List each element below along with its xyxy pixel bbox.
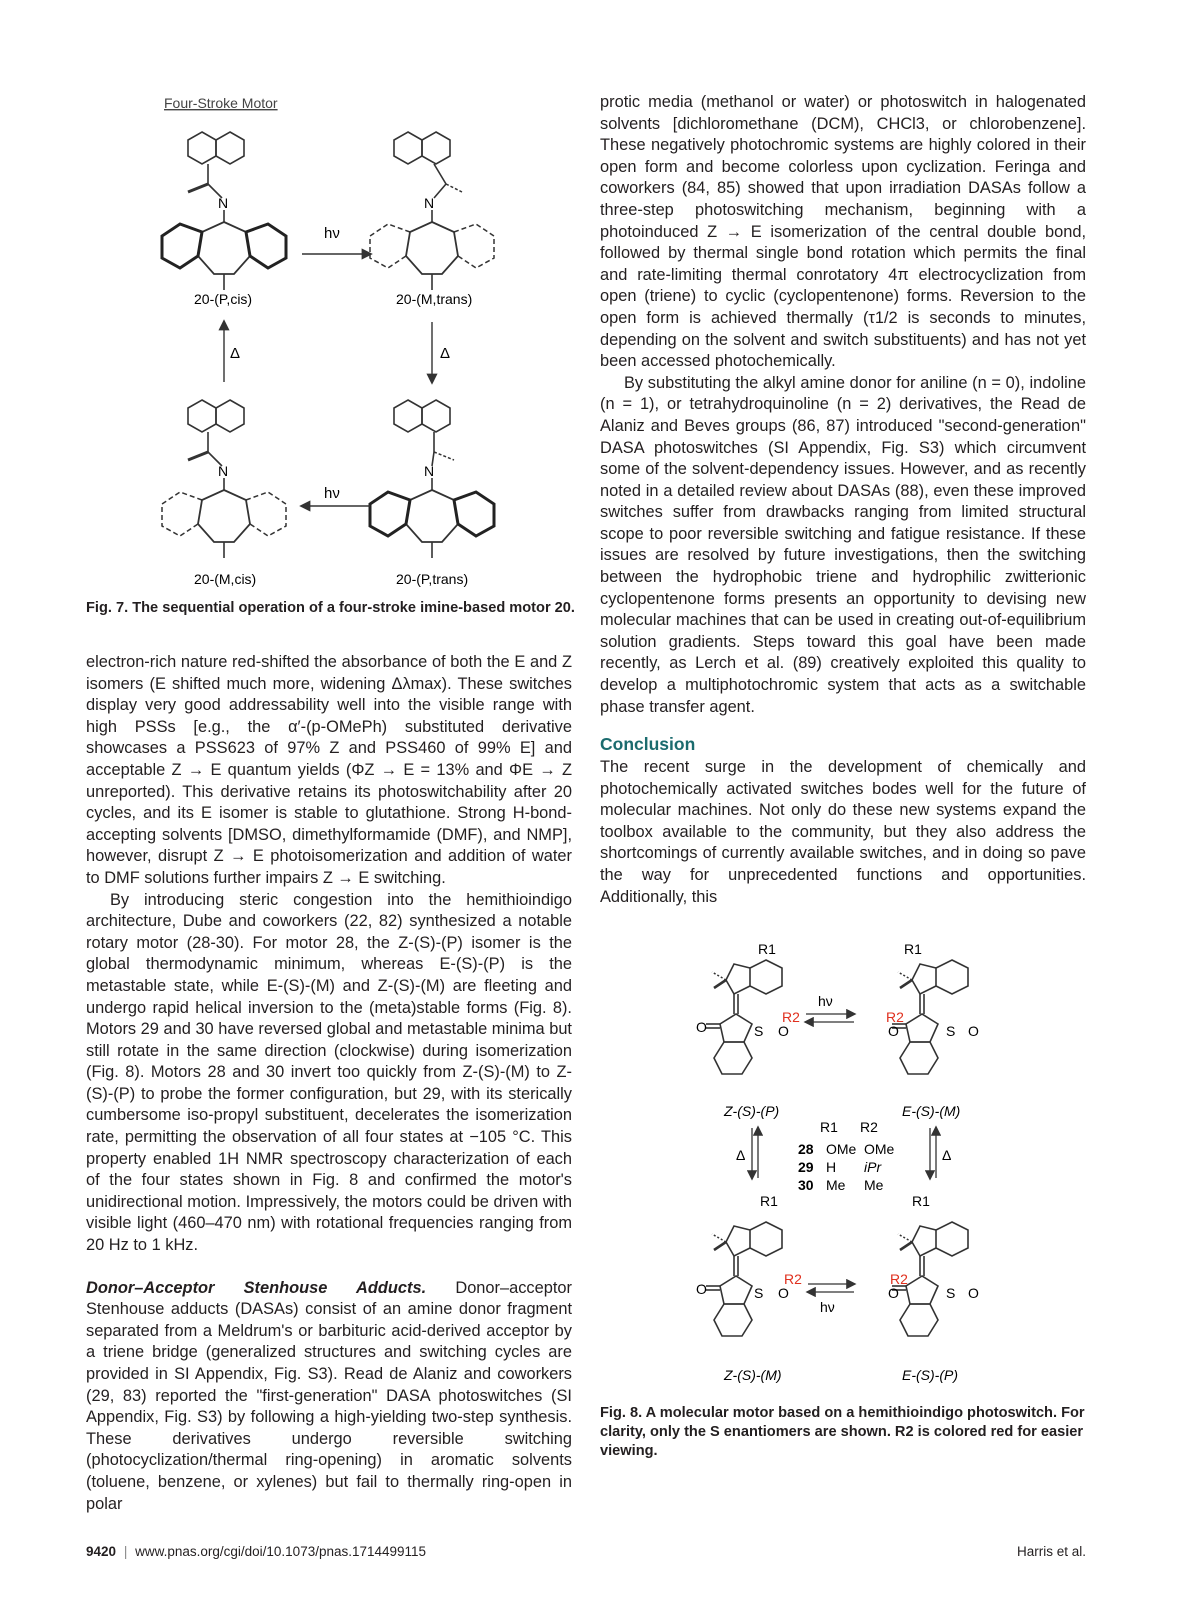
molecule-z-s-m: [696, 1193, 802, 1336]
label-20-m-cis: 20-(M,cis): [194, 571, 257, 587]
figure-7: [150, 92, 510, 602]
figure-8: [694, 928, 1004, 1393]
molecule-20-p-trans: [370, 400, 494, 558]
svg-text:H: H: [826, 1159, 837, 1175]
delta-label-right: Δ: [440, 345, 451, 362]
svg-text:R1: R1: [912, 1193, 930, 1209]
figure-7-title: Four-Stroke Motor: [164, 95, 278, 111]
delta-label-left: Δ: [736, 1147, 746, 1163]
figure-8-scheme: [694, 928, 1004, 1393]
svg-text:O: O: [696, 1281, 707, 1297]
left-paragraph-3: Donor–Acceptor Stenhouse Adducts. Donor–acceptor Stenhouse adducts (DASAs) consist of an amine donor fragment separated from a Meldrum's or barbituric acid-derived acceptor by a triene bridge (generalized structures and switching cycles are provided in SI Appendix, Fig. S3). Read de Alaniz and coworkers (29, 83) reported the "first-generation" DASA photoswitches (SI Appendix, Fig. S3) by following a high-yielding two-step synthesis. These derivatives undergo reversible switching (photocyclization/thermal ring-opening) in aromatic solvents (toluene, benzene, or xylenes) but fail to thermally ring-open in polar: [86, 1278, 572, 1513]
svg-text:R1: R1: [904, 941, 922, 957]
svg-text:OMe: OMe: [826, 1141, 857, 1157]
molecule-e-s-m: [886, 941, 979, 1074]
svg-text:S: S: [946, 1285, 956, 1301]
label-20-p-trans: 20-(P,trans): [396, 571, 469, 587]
svg-text:O: O: [968, 1285, 979, 1301]
hv-label-bottom: hν: [820, 1299, 835, 1315]
right-paragraph-1: protic media (methanol or water) or photoswitch in halogenated solvents [dichloromethane (DCM), CHCl3, or chlorobenzene]. These negatively photochromic systems are highly colored in their open form and become colorless upon cyclization. Feringa and coworkers (84, 85) showed that upon irradiation DASAs follow a three-step photoswitching mechanism, beginning with a photoinduced Z → E isomerization of the central double bond, followed by thermal single bond rotation which permits the final and rate-limiting thermal conrotatory 4π electrocyclization from open (triene) to cyclic (cyclopentenone) forms. Reversion to the open form is achieved thermally (τ1/2 is seconds to minutes, depending on the solvent and switch substituents) and has not yet been accessed photochemically.: [600, 93, 1086, 371]
svg-text:S: S: [754, 1285, 764, 1301]
label-z-s-p: Z-(S)-(P): [724, 1103, 780, 1119]
molecule-20-m-cis: [162, 400, 286, 558]
molecule-z-s-p: [696, 941, 800, 1074]
conclusion-paragraph: The recent surge in the development of chemically and photochemically activated switches bodes well for the future of molecular machines. Not only do these new systems expand the toolbox available to the community, but they also address the shortcomings of currently available switches, and in doing so pave the way for unprecedented functions and opportunities. Additionally, this: [600, 758, 1086, 906]
svg-text:O: O: [778, 1023, 789, 1039]
svg-text:N: N: [218, 195, 229, 211]
svg-text:N: N: [424, 195, 435, 211]
section-runin-dasa: Donor–Acceptor Stenhouse Adducts.: [86, 1278, 427, 1297]
svg-text:N: N: [424, 463, 435, 479]
page-number: 9420: [86, 1544, 117, 1559]
hv-label-top: hν: [818, 993, 833, 1009]
svg-text:Me: Me: [864, 1177, 884, 1193]
right-column-conclusion: [600, 757, 1086, 908]
delta-label-left: Δ: [230, 345, 241, 362]
label-z-s-m: Z-(S)-(M): [724, 1367, 782, 1383]
svg-text:O: O: [778, 1285, 789, 1301]
label-20-p-cis: 20-(P,cis): [194, 291, 253, 307]
svg-text:iPr: iPr: [864, 1159, 882, 1175]
svg-text:R2: R2: [782, 1009, 800, 1025]
conclusion-heading: Conclusion: [600, 734, 696, 754]
label-e-s-m: E-(S)-(M): [902, 1103, 961, 1119]
svg-text:R1: R1: [760, 1193, 778, 1209]
svg-text:N: N: [218, 463, 229, 479]
delta-label-right: Δ: [942, 1147, 952, 1163]
figure-8-caption: Fig. 8. A molecular motor based on a hemithioindigo photoswitch. For clarity, only the S enantiomers are shown. R2 is colored red for easier viewing.: [600, 1405, 1085, 1459]
right-paragraph-2: By substituting the alkyl amine donor for aniline (n = 0), indoline (n = 1), or tetrahydroquinoline (n = 2) derivatives, the Read de Alaniz and Beves groups (86, 87) introduced "second-generation" DASA photoswitches (SI Appendix, Fig. S3) which circumvent some of the solvent-dependency issues. However, and as recently noted in a detailed review about DASAs (88), even these improved switches suffer from drawbacks ranging from limited structural scope to poor reversible switching and fatigue resistance. If these issues are resolved by future investigations, then the switching between the hydrophobic triene and hydrophilic zwitterionic cyclopentenone forms presents an opportunity to devising new molecular machines that can be used in creating out-of-equilibrium solution gradients. Steps toward this goal have been made recently, as Lerch et al. (89) creatively exploited this quality to develop a multiphotochromic system that acts as a switchable phase transfer agent.: [600, 373, 1086, 716]
hv-label-top: hν: [324, 225, 340, 242]
label-e-s-p: E-(S)-(P): [902, 1367, 958, 1383]
footer-left: 9420 | www.pnas.org/cgi/doi/10.1073/pnas.1714499115: [86, 1544, 427, 1559]
svg-text:28: 28: [798, 1141, 814, 1157]
svg-text:S: S: [754, 1023, 764, 1039]
svg-text:R2: R2: [784, 1271, 802, 1287]
svg-text:R1: R1: [758, 941, 776, 957]
svg-text:R2: R2: [886, 1009, 904, 1025]
right-column-top: [600, 92, 1086, 718]
svg-text:S: S: [946, 1023, 956, 1039]
hv-label-bottom: hν: [324, 485, 340, 502]
doi-link[interactable]: www.pnas.org/cgi/doi/10.1073/pnas.1714499115: [135, 1544, 427, 1559]
svg-text:29: 29: [798, 1159, 814, 1175]
label-20-m-trans: 20-(M,trans): [396, 291, 473, 307]
svg-text:R2: R2: [890, 1271, 908, 1287]
molecule-e-s-p: [888, 1193, 979, 1336]
svg-text:OMe: OMe: [864, 1141, 895, 1157]
svg-text:R1: R1: [820, 1119, 838, 1135]
left-column: [86, 652, 572, 1515]
svg-text:O: O: [968, 1023, 979, 1039]
svg-text:R2: R2: [860, 1119, 878, 1135]
left-paragraph-2: By introducing steric congestion into the hemithioindigo architecture, Dube and coworkers (22, 82) synthesized a notable rotary motor (28-30). For motor 28, the Z-(S)-(P) isomer is the global thermodynamic minimum, whereas E-(S)-(P) is the metastable state, while E-(S)-(M) and Z-(S)-(M) are fleeting and undergo rapid helical inversion to the (meta)stable forms (Fig. 8). Motors 29 and 30 have reversed global and metastable minima but still rotate in the same direction (clockwise) during isomerization (Fig. 8). Motors 28 and 30 invert too quickly from Z-(S)-(M) to Z-(S)-(P) to probe the former configuration, but 29, with its sterically cumbersome iso-propyl substituent, decelerates the isomerization rate, permitting the observation of all four states at −105 °C. This property enabled 1H NMR spectroscopy characterization of each of the four states shown in Fig. 8 and confirmed the motor's unidirectional motion. Impressively, the motors could be driven with visible light (460–470 nm) with rotational frequencies ranging from 20 Hz to 1 kHz.: [86, 890, 572, 1255]
figure-7-scheme: [150, 92, 510, 602]
molecule-20-m-trans: [370, 132, 494, 290]
svg-text:O: O: [888, 1285, 899, 1301]
svg-text:Me: Me: [826, 1177, 846, 1193]
svg-text:O: O: [696, 1019, 707, 1035]
figure-7-caption: Fig. 7. The sequential operation of a four-stroke imine-based motor 20.: [86, 600, 575, 616]
substituent-table: [798, 1119, 895, 1193]
svg-text:30: 30: [798, 1177, 814, 1193]
svg-text:O: O: [888, 1023, 899, 1039]
left-paragraph-1: electron-rich nature red-shifted the absorbance of both the E and Z isomers (E shifted much more, widening Δλmax). These switches display very good addressability well into the visible range with high PSSs [e.g., the α′-(p-OMePh) substituted derivative showcases a PSS623 of 97% Z and PSS460 of 99% E] and acceptable Z → E quantum yields (ΦZ → E = 13% and ΦE → Z unreported). This derivative retains its photoswitchability after 20 cycles, and its E isomer is stable to glutathione. Strong H-bond-accepting solvents [DMSO, dimethylformamide (DMF), and NMP], however, disrupt Z → E photoisomerization and addition of water to DMF solutions further impairs Z → E switching.: [86, 653, 572, 887]
footer-authors: Harris et al.: [1016, 1544, 1086, 1559]
molecule-20-p-cis: [162, 132, 286, 290]
